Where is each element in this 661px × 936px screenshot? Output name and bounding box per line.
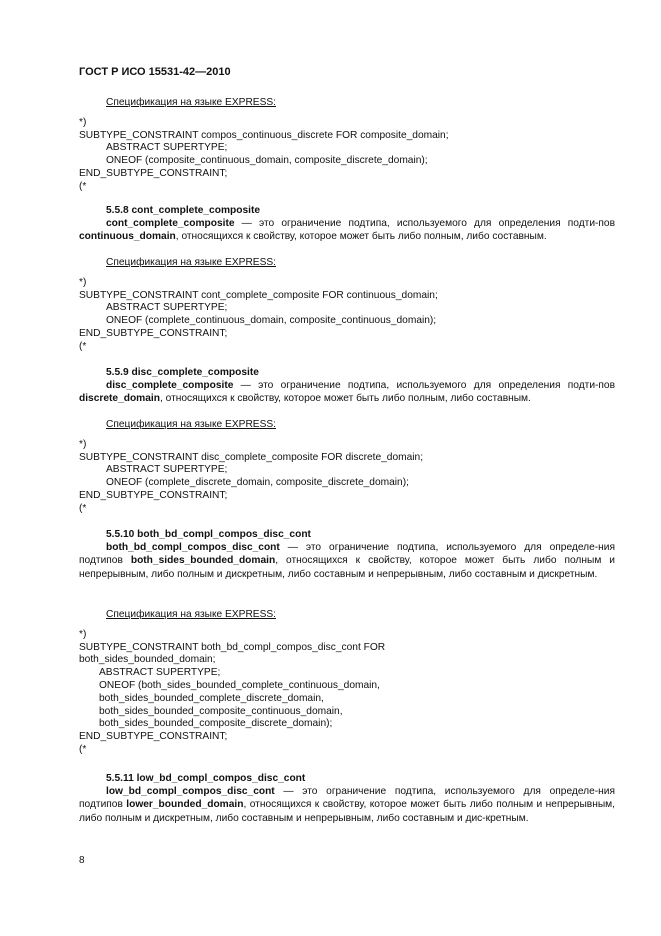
term: disc_complete_composite [106, 380, 234, 391]
code-line: ABSTRACT SUPERTYPE; [106, 142, 228, 154]
code-line: *) [79, 438, 87, 450]
code-line: both_sides_bounded_composite_continuous_domain, [99, 705, 343, 717]
term-ref: discrete_domain [79, 393, 160, 405]
spec-label: Спецификация на языке EXPRESS: [106, 609, 277, 620]
code-line: *) [79, 276, 87, 288]
section-paragraph: disc_complete_composite — это ограничение подтипа, используемого для определения подти-пов discrete_domain, относящихся к свойству, которое может быть либо полным, либо составным. [79, 380, 615, 405]
code-line: END_SUBTYPE_CONSTRAINT; [79, 167, 228, 179]
code-line: END_SUBTYPE_CONSTRAINT; [79, 489, 228, 501]
code-listing [79, 439, 615, 516]
express-spec-block-3 [79, 419, 615, 516]
code-line: both_sides_bounded_domain; [79, 654, 216, 666]
section-heading: 5.5.9 disc_complete_composite [106, 367, 259, 378]
section-5-5-8 [79, 204, 615, 244]
code-line: END_SUBTYPE_CONSTRAINT; [79, 731, 228, 743]
term-ref: continuous_domain [79, 231, 176, 243]
spec-label: Спецификация на языке EXPRESS: [106, 97, 277, 108]
code-line: (* [79, 743, 87, 755]
section-paragraph: low_bd_compl_compos_disc_cont — это ограничение подтипа, используемого для определе-ния подтипов lower_bounded_domain, относящихся к свойству, которое может быть либо полным и непрерывным, либо полным и дискретным, либо составным и непрерывным, либо составным и дис-кретным. [79, 786, 615, 824]
page-number: 8 [79, 855, 85, 866]
code-listing [79, 629, 615, 757]
term-ref: lower_bounded_domain [126, 799, 244, 811]
code-line: SUBTYPE_CONSTRAINT both_bd_compl_compos_disc_cont FOR [79, 641, 386, 653]
code-line: ABSTRACT SUPERTYPE; [106, 464, 228, 476]
section-heading: 5.5.10 both_bd_compl_compos_disc_cont [106, 529, 311, 540]
code-line: ONEOF (complete_discrete_domain, composite_discrete_domain); [106, 477, 409, 489]
code-line: SUBTYPE_CONSTRAINT cont_complete_composite FOR continuous_domain; [79, 289, 438, 301]
code-line: ONEOF (complete_continuous_domain, composite_continuous_domain); [106, 315, 437, 327]
code-line: both_sides_bounded_composite_discrete_domain); [99, 718, 333, 730]
term: low_bd_compl_compos_disc_cont [106, 786, 275, 797]
code-line: SUBTYPE_CONSTRAINT disc_complete_composite FOR discrete_domain; [79, 451, 424, 463]
section-5-5-11 [79, 772, 615, 825]
code-line: ABSTRACT SUPERTYPE; [99, 667, 221, 679]
express-spec-block-2 [79, 257, 615, 354]
section-paragraph: both_bd_compl_compos_disc_cont — это ограничение подтипа, используемого для определе-ния подтипов both_sides_bounded_domain, относящихся к свойству, которое может быть либо полным и непрерывным, либо полным и дискретным, либо составным и непрерывным, либо составным и дискретным. [79, 542, 616, 580]
term: cont_complete_composite [106, 218, 235, 229]
code-listing [79, 117, 615, 194]
section-heading: 5.5.8 cont_complete_composite [106, 205, 260, 216]
code-line: *) [79, 628, 87, 640]
code-line: (* [79, 502, 87, 514]
section-5-5-9 [79, 366, 615, 406]
code-line: SUBTYPE_CONSTRAINT compos_continuous_discrete FOR composite_domain; [79, 129, 449, 141]
term-ref: both_sides_bounded_domain [130, 555, 276, 567]
express-spec-block-1 [79, 97, 615, 194]
section-5-5-10 [79, 528, 615, 581]
code-line: (* [79, 180, 87, 192]
code-line: ONEOF (composite_continuous_domain, composite_discrete_domain); [106, 155, 428, 167]
spec-label: Спецификация на языке EXPRESS: [106, 419, 277, 430]
code-line: both_sides_bounded_complete_discrete_domain, [99, 692, 324, 704]
express-spec-block-4 [79, 609, 615, 757]
section-heading: 5.5.11 low_bd_compl_compos_disc_cont [106, 773, 306, 784]
code-line: ABSTRACT SUPERTYPE; [106, 302, 228, 314]
code-line: (* [79, 340, 87, 352]
code-line: END_SUBTYPE_CONSTRAINT; [79, 327, 228, 339]
section-paragraph: cont_complete_composite — это ограничение подтипа, используемого для определения подти-пов continuous_domain, относящихся к свойству, которое может быть либо полным, либо составным. [79, 218, 615, 243]
document-header: ГОСТ Р ИСО 15531-42—2010 [79, 66, 231, 78]
code-listing [79, 277, 615, 354]
spec-label: Спецификация на языке EXPRESS: [106, 257, 277, 268]
term: both_bd_compl_compos_disc_cont [106, 542, 280, 553]
code-line: *) [79, 116, 87, 128]
code-line: ONEOF (both_sides_bounded_complete_continuous_domain, [99, 679, 380, 691]
